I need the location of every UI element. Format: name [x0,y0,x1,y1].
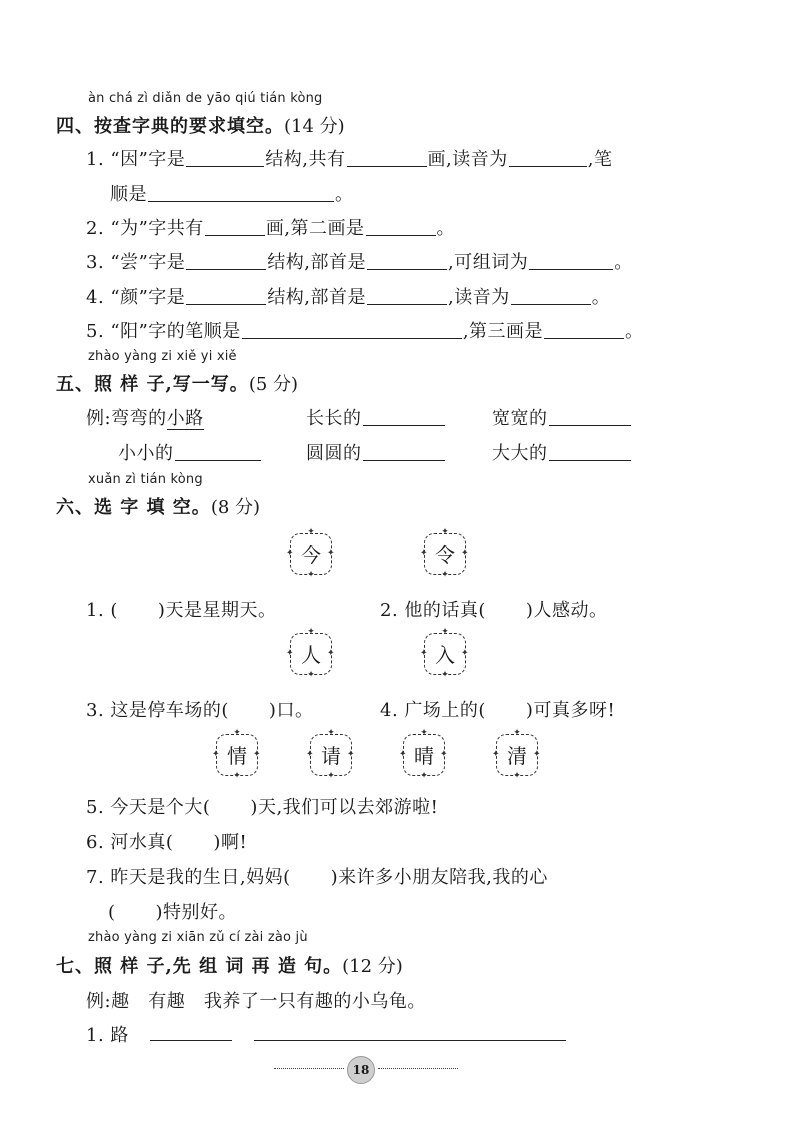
s4-q1-text-c: 画,读音为 [427,149,508,170]
s6-q1 [86,596,276,622]
box-star-dot: ✦ [286,548,294,559]
box-star-dot: ✦ [327,548,335,559]
section4-title: 四、按查字典的要求填空。 [56,116,284,137]
s6-q7-text-b: )来许多小朋友陪我,我的心 [330,867,548,888]
s6-q6-text-b: )啊! [213,832,248,853]
char-option-qing-emotion-label: 情 [227,744,247,768]
s4-q4-text-a: 4. “颜”字是 [86,287,186,308]
s5-item-5-label: 大大的 [492,443,548,464]
char-option-qing-sunny-label: 晴 [414,744,434,768]
box-star-dot: ✦ [327,648,335,659]
box-star-dot: ✦ [441,627,449,637]
box-star-dot: ✦ [306,749,314,760]
s5-item-2 [492,404,632,430]
s6-q1-text-b: )天是星期天。 [157,600,277,621]
section6-pinyin: xuǎn zì tián kòng [88,472,203,487]
section7-pinyin: zhào yàng zi xiān zǔ cí zài zào jù [88,930,308,945]
s4-q4-blank-pinyin[interactable] [511,286,591,305]
char-option-ling[interactable] [420,527,469,580]
s4-q2-text-b: 画,第二画是 [265,218,365,239]
s4-q3 [86,248,633,274]
box-star-dot: ✦ [307,670,315,680]
s4-q3-text-d: 。 [614,252,633,273]
s4-q2-blank-strokes[interactable] [205,217,265,236]
char-option-qing-emotion[interactable] [212,728,261,781]
section4-score: (14 分) [284,116,345,137]
s4-q3-text-c: ,可组词为 [448,252,529,273]
s5-example-prefix: 例:弯弯的 [86,408,167,429]
s4-q1-blank-structure[interactable] [186,148,264,167]
s4-q1-blank-strokes[interactable] [347,148,427,167]
section5-score: (5 分) [248,374,299,395]
s4-q2-text-a: 2. “为”字共有 [86,218,204,239]
box-star-dot: ✦ [286,648,294,659]
box-star-dot: ✦ [441,670,449,680]
s4-q4-blank-structure[interactable] [186,286,266,305]
s5-example [86,404,204,430]
char-option-qing-clear[interactable] [492,728,541,781]
s6-q4 [380,696,615,722]
box-star-dot: ✦ [461,548,469,559]
s6-q2-text-a: 2. 他的话真( [380,600,486,621]
s4-q1-blank-order[interactable] [148,183,334,202]
char-option-ru-label: 入 [435,643,455,667]
section4-pinyin: àn chá zì diǎn de yāo qiú tián kòng [88,91,323,106]
s4-q5-blank-order[interactable] [242,320,462,339]
s7-q1-word-blank[interactable] [150,1040,232,1041]
char-option-qing-sunny[interactable] [399,728,448,781]
char-option-ru[interactable] [420,627,469,680]
s4-q4-text-b: 结构,部首是 [267,287,367,308]
s4-q1-line2 [110,180,354,206]
box-star-dot: ✦ [233,728,241,738]
box-star-dot: ✦ [233,771,241,781]
s5-example-word: 小路 [166,408,204,429]
s4-q1-text-b: 结构,共有 [265,149,346,170]
box-star-dot: ✦ [347,749,355,760]
s4-q3-text-a: 3. “尝”字是 [86,252,186,273]
box-star-dot: ✦ [492,749,500,760]
s5-item-5 [492,439,632,465]
box-star-dot: ✦ [513,728,521,738]
box-star-dot: ✦ [420,648,428,659]
s6-q7-text-c: ( [108,902,116,923]
section4-heading [56,112,345,138]
s5-item-4-label: 圆圆的 [306,443,362,464]
s4-q4-text-d: 。 [591,287,611,308]
footer-rule-right [378,1068,458,1069]
s6-q6 [86,828,247,854]
s4-q2-text-c: 。 [436,218,456,239]
box-star-dot: ✦ [327,728,335,738]
s6-q5-text-b: )天,我们可以去郊游啦! [250,797,439,818]
s5-item-1-label: 长长的 [306,408,362,429]
s6-q3 [86,696,313,722]
s6-q4-text-b: )可真多呀! [525,700,616,721]
s6-q7-line2 [108,898,237,924]
s4-q1-blank-pinyin[interactable] [509,148,587,167]
s4-q4-blank-radical[interactable] [367,286,447,305]
page-number: 18 [347,1056,375,1084]
section6-score: (8 分) [210,497,261,518]
s4-q3-blank-word[interactable] [529,251,613,270]
char-option-qing-clear-label: 清 [507,744,527,768]
s4-q5-text-a: 5. “阳”字的笔顺是 [86,321,241,342]
char-option-qing-please[interactable] [306,728,355,781]
s4-q5-blank-third[interactable] [544,320,624,339]
char-option-ren-label: 人 [301,643,321,667]
s5-item-2-blank[interactable] [549,407,631,426]
box-star-dot: ✦ [441,527,449,537]
s4-q1-line1 [86,145,613,171]
box-star-dot: ✦ [513,771,521,781]
s6-q3-text-b: )口。 [268,700,314,721]
box-star-dot: ✦ [420,728,428,738]
s4-q1-text-f: 。 [335,184,354,205]
s5-item-3-label: 小小的 [118,443,174,464]
box-star-dot: ✦ [307,570,315,580]
s4-q4 [86,283,610,309]
s6-q2 [380,596,607,622]
s6-q6-text-a: 6. 河水真( [86,832,174,853]
section5-pinyin: zhào yàng zi xiě yi xiě [88,349,237,364]
box-star-dot: ✦ [399,749,407,760]
section7-title: 七、照 样 子,先 组 词 再 造 句。 [56,956,343,977]
box-star-dot: ✦ [327,771,335,781]
section6-title: 六、选 字 填 空。 [56,497,211,518]
s4-q3-text-b: 结构,部首是 [267,252,367,273]
s6-q7-line1 [86,863,548,889]
s4-q5 [86,317,644,343]
s6-q2-text-b: )人感动。 [525,600,608,621]
s5-item-1 [306,404,446,430]
s6-q7-text-d: )特别好。 [155,902,238,923]
s4-q2 [86,214,455,240]
s6-q1-text-a: 1. ( [86,600,118,621]
section5-title: 五、照 样 子,写一写。 [56,374,249,395]
s6-q3-text-a: 3. 这是停车场的( [86,700,229,721]
s4-q4-text-c: ,读音为 [448,287,510,308]
s6-q5 [86,793,438,819]
section7-score: (12 分) [342,956,403,977]
s4-q2-blank-second[interactable] [366,217,436,236]
char-option-qing-please-label: 请 [321,744,341,768]
box-star-dot: ✦ [441,570,449,580]
s7-example: 例:趣 有趣 我养了一只有趣的小乌龟。 [86,991,426,1012]
s5-item-2-label: 宽宽的 [492,408,548,429]
box-star-dot: ✦ [533,749,541,760]
s4-q3-blank-structure[interactable] [186,251,266,270]
char-option-jin-label: 今 [301,543,321,567]
char-option-ling-label: 令 [435,543,455,567]
s7-q1-label: 1. 路 [86,1025,129,1046]
box-star-dot: ✦ [307,527,315,537]
s5-item-3 [118,439,262,465]
box-star-dot: ✦ [420,548,428,559]
box-star-dot: ✦ [307,627,315,637]
s4-q5-text-c: 。 [625,321,644,342]
s7-q1 [86,1021,129,1047]
s4-q1-text-e: 顺是 [110,184,147,205]
s5-item-1-blank[interactable] [363,407,445,426]
s6-q4-text-a: 4. 广场上的( [380,700,486,721]
s5-item-3-blank[interactable] [175,442,261,461]
section6-heading [56,493,260,519]
s7-q1-sentence-blank[interactable] [254,1040,566,1041]
s5-item-4-blank[interactable] [363,442,445,461]
box-star-dot: ✦ [461,648,469,659]
char-option-ren[interactable] [286,627,335,680]
s5-item-5-blank[interactable] [549,442,631,461]
s6-q7-text-a: 7. 昨天是我的生日,妈妈( [86,867,291,888]
box-star-dot: ✦ [253,749,261,760]
s4-q1-text-a: 1. “因”字是 [86,149,186,170]
char-option-jin[interactable] [286,527,335,580]
box-star-dot: ✦ [212,749,220,760]
s6-q5-text-a: 5. 今天是个大( [86,797,211,818]
s4-q3-blank-radical[interactable] [367,251,447,270]
section5-heading [56,370,298,396]
s4-q1-text-d: ,笔 [587,149,613,170]
s4-q5-text-b: ,第三画是 [462,321,544,342]
s5-item-4 [306,439,446,465]
box-star-dot: ✦ [440,749,448,760]
box-star-dot: ✦ [420,771,428,781]
section7-heading [56,952,403,978]
footer-rule-left [274,1068,344,1069]
